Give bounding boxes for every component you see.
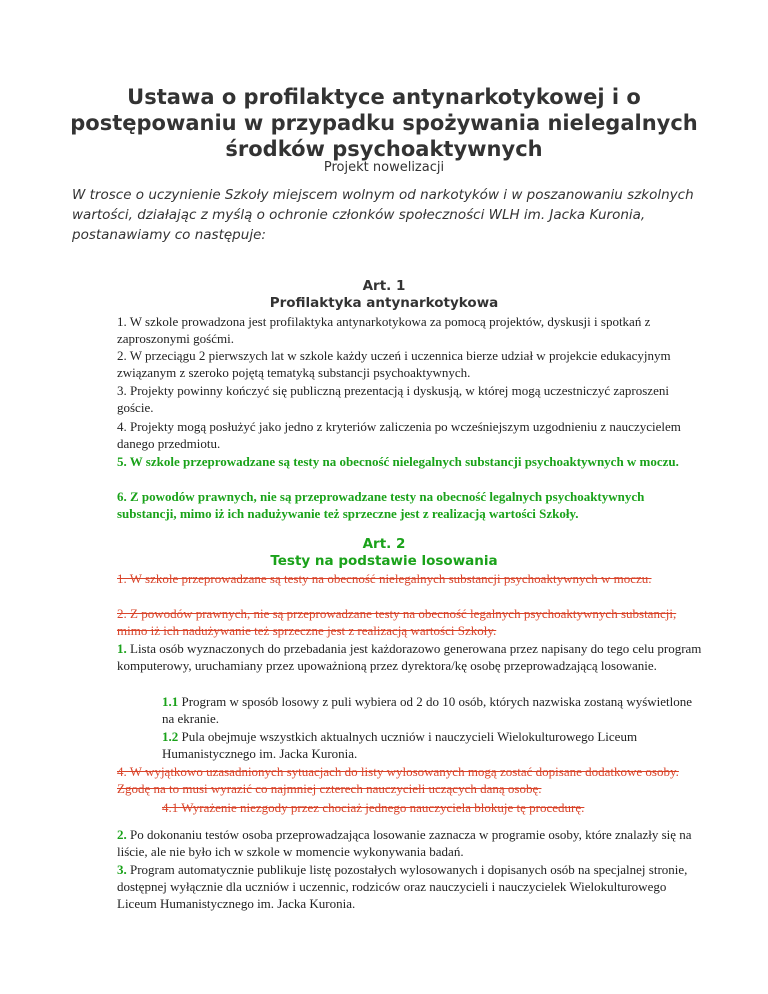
- subtitle: Projekt nowelizacji: [323, 160, 445, 175]
- article-2-label: Art. 2: [362, 536, 406, 552]
- art1-paragraph-2: 2. W przeciągu 2 pierwszych lat w szkole każdy uczeń i uczennica bierze udział w projekcie edukacyjnym związanym z szeroko pojętą tematyką substancji psychoaktywnych.: [117, 348, 671, 380]
- art1-paragraph-6: 6. Z powodów prawnych, nie są przeprowadzane testy na obecność legalnych psychoaktywnych substancji, mimo iż ich nadużywanie też sprzeczne jest z realizacją wartości Szkoły.: [117, 489, 645, 521]
- art2-number-2: 2.: [117, 827, 127, 842]
- art2-text-1: Lista osób wyznaczonych do przebadania jest każdorazowo generowana przez napisany do tego celu program komputerowy, uruchamiany przez upoważnioną przez dyrektora/kę osobę przeprowadzającą losowanie.: [117, 641, 702, 673]
- art2-number-1: 1.: [117, 641, 127, 656]
- art2-struck-paragraph-2: 2. Z powodów prawnych, nie są przeprowadzane testy na obecność legalnych psychoaktywnych substancji, mimo iż ich nadużywanie też sprzeczne jest z realizacją wartości Szkoły.: [117, 606, 677, 638]
- art1-paragraph-4: 4. Projekty mogą posłużyć jako jedno z kryteriów zaliczenia po wcześniejszym uzgodnieniu z nauczycielem danego przedmiotu.: [117, 419, 681, 451]
- art2-struck-paragraph-4-1: 4.1 Wyrażenie niezgody przez chociaż jednego nauczyciela blokuje tę procedurę.: [162, 800, 585, 815]
- art2-text-2: Po dokonaniu testów osoba przeprowadzająca losowanie zaznacza w programie osoby, które znalazły się na liście, ale nie było ich w szkole w momencie wykonywania badań.: [117, 827, 692, 859]
- article-1-heading: [0, 278, 768, 312]
- article-1-label: Art. 1: [362, 278, 406, 294]
- art2-paragraph-2: [117, 826, 702, 860]
- art2-text-1-2: Pula obejmuje wszystkich aktualnych uczniów i nauczycieli Wielokulturowego Liceum Humanistycznego im. Jacka Kuronia.: [162, 729, 638, 761]
- art2-paragraph-1: [117, 640, 702, 674]
- art2-struck-paragraph-4: 4. W wyjątkowo uzasadnionych sytuacjach do listy wylosowanych mogą zostać dopisane dodatkowe osoby. Zgodę na to musi wyrazić co najmniej czterech nauczycieli uczących daną osobę.: [117, 764, 679, 796]
- art2-paragraph-1-1: [162, 693, 702, 727]
- article-2-title: Testy na podstawie losowania: [270, 553, 498, 569]
- art2-paragraph-1-2: [162, 728, 702, 762]
- art2-number-3: 3.: [117, 862, 127, 877]
- art2-struck-paragraph-1: 1. W szkole przeprowadzane są testy na obecność nielegalnych substancji psychoaktywnych w moczu.: [117, 571, 652, 586]
- art1-paragraph-3: 3. Projekty powinny kończyć się publiczną prezentacją i dyskusją, w której mogą uczestniczyć zaproszeni goście.: [117, 383, 669, 415]
- art2-paragraph-3: [117, 861, 702, 912]
- art2-text-3: Program automatycznie publikuje listę pozostałych wylosowanych i dopisanych osób na specjalnej stronie, dostępnej wyłącznie dla uczniów i uczennic, rodziców oraz nauczycieli i nauczycielek Wielokulturowego Liceum Humanistycznego im. Jacka Kuronia.: [117, 862, 688, 911]
- article-2-heading: [0, 536, 768, 570]
- art2-number-1-2: 1.2: [162, 729, 179, 744]
- art1-paragraph-1: 1. W szkole prowadzona jest profilaktyka antynarkotykowa za pomocą projektów, dyskusji i spotkań z zaproszonymi gośćmi.: [117, 314, 651, 346]
- page-title: Ustawa o profilaktyce antynarkotykowej i o postępowaniu w przypadku spożywania nielegalnych środków psychoaktywnych: [70, 85, 698, 161]
- art2-text-1-1: Program w sposób losowy z puli wybiera od 2 do 10 osób, których nazwiska zostaną wyświetlone na ekranie.: [162, 694, 693, 726]
- article-1-title: Profilaktyka antynarkotykowa: [269, 295, 499, 311]
- art1-paragraph-5: 5. W szkole przeprowadzane są testy na obecność nielegalnych substancji psychoaktywnych w moczu.: [117, 454, 679, 469]
- preamble: W trosce o uczynienie Szkoły miejscem wolnym od narkotyków i w poszanowaniu szkolnych wartości, działając z myślą o ochronie członków społeczności WLH im. Jacka Kuronia, postanawiamy co następuje:: [72, 187, 694, 243]
- art2-number-1-1: 1.1: [162, 694, 179, 709]
